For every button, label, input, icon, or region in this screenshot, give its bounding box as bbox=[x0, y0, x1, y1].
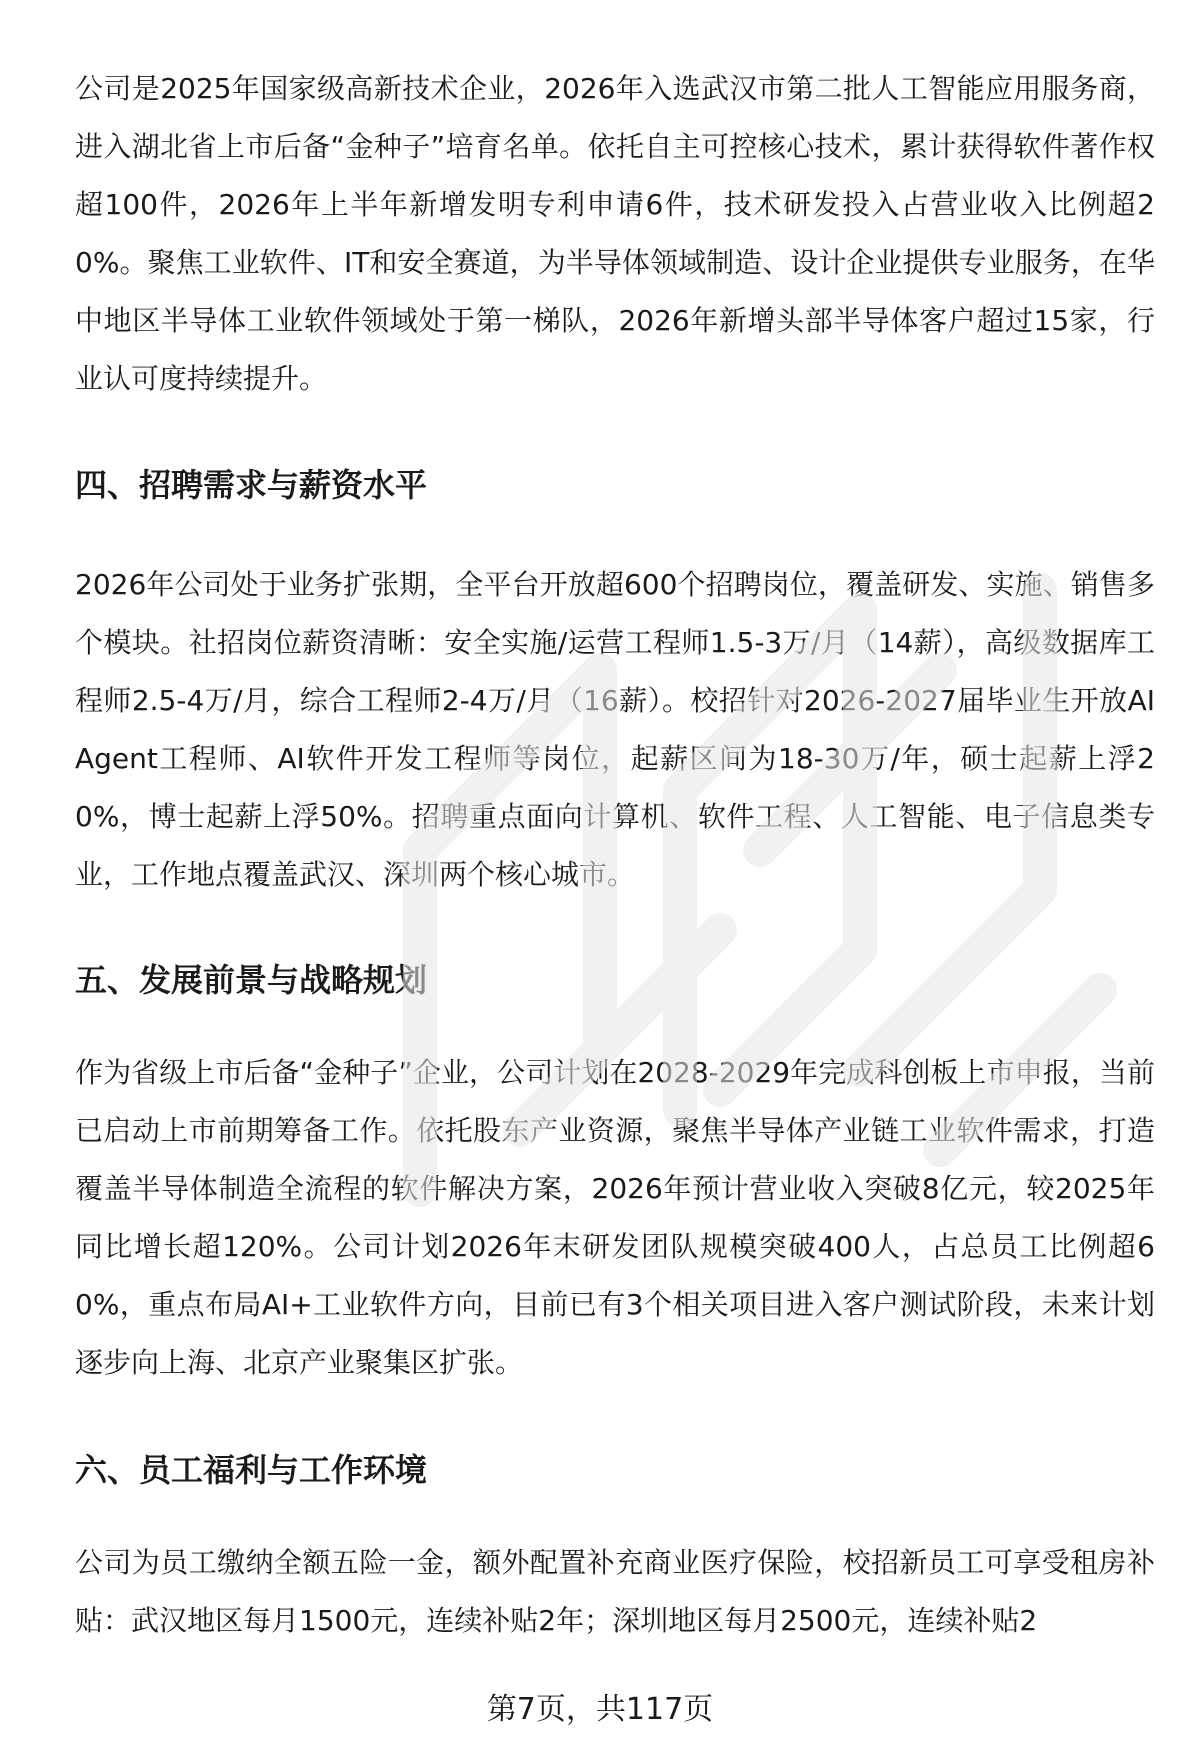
section-heading-prospects: 五、发展前景与战略规划 bbox=[75, 961, 428, 999]
intro-paragraph: 公司是2025年国家级高新技术企业，2026年入选武汉市第二批人工智能应用服务商，进入湖北省上市后备“金种子”培育名单。依托自主可控核心技术，累计获得软件著作权超100件，2026年上半年新增发明专利申请6件，技术研发投入占营业收入比例超20%。聚焦工业软件、IT和安全赛道，为半导体领域制造、设计企业提供专业服务，在华中地区半导体工业软件领域处于第一梯队，2026年新增头部半导体客户超过15家，行业认可度持续提升。 bbox=[75, 72, 1155, 395]
recruitment-paragraph: 2026年公司处于业务扩张期，全平台开放超600个招聘岗位，覆盖研发、实施、销售多个模块。社招岗位薪资清晰：安全实施/运营工程师1.5-3万/月（14薪），高级数据库工程师2.5-4万/月，综合工程师2-4万/月（16薪）。校招针对2026-2027届毕业生开放AI Agent工程师、AI软件开发工程师等岗位，起薪区间为18-30万/年，硕士起薪上浮20%，博士起薪上浮50%。招聘重点面向计算机、软件工程、人工智能、电子信息类专业，工作地点覆盖武汉、深圳两个核心城市。 bbox=[75, 568, 1155, 891]
benefits-paragraph: 公司为员工缴纳全额五险一金，额外配置补充商业医疗保险，校招新员工可享受租房补贴：武汉地区每月1500元，连续补贴2年；深圳地区每月2500元，连续补贴2 bbox=[75, 1546, 1155, 1637]
section-heading-benefits: 六、员工福利与工作环境 bbox=[75, 1451, 428, 1489]
section-heading-recruitment: 四、招聘需求与薪资水平 bbox=[75, 466, 428, 504]
prospects-paragraph: 作为省级上市后备“金种子”企业，公司计划在2028-2029年完成科创板上市申报，当前已启动上市前期筹备工作。依托股东产业资源，聚焦半导体产业链工业软件需求，打造覆盖半导体制造全流程的软件解决方案，2026年预计营业收入突破8亿元，较2025年同比增长超120%。公司计划2026年末研发团队规模突破400人，占总员工比例超60%，重点布局AI+工业软件方向，目前已有3个相关项目进入客户测试阶段，未来计划逐步向上海、北京产业聚集区扩张。 bbox=[75, 1056, 1155, 1379]
page-number-footer: 第7页，共117页 bbox=[486, 1692, 714, 1727]
